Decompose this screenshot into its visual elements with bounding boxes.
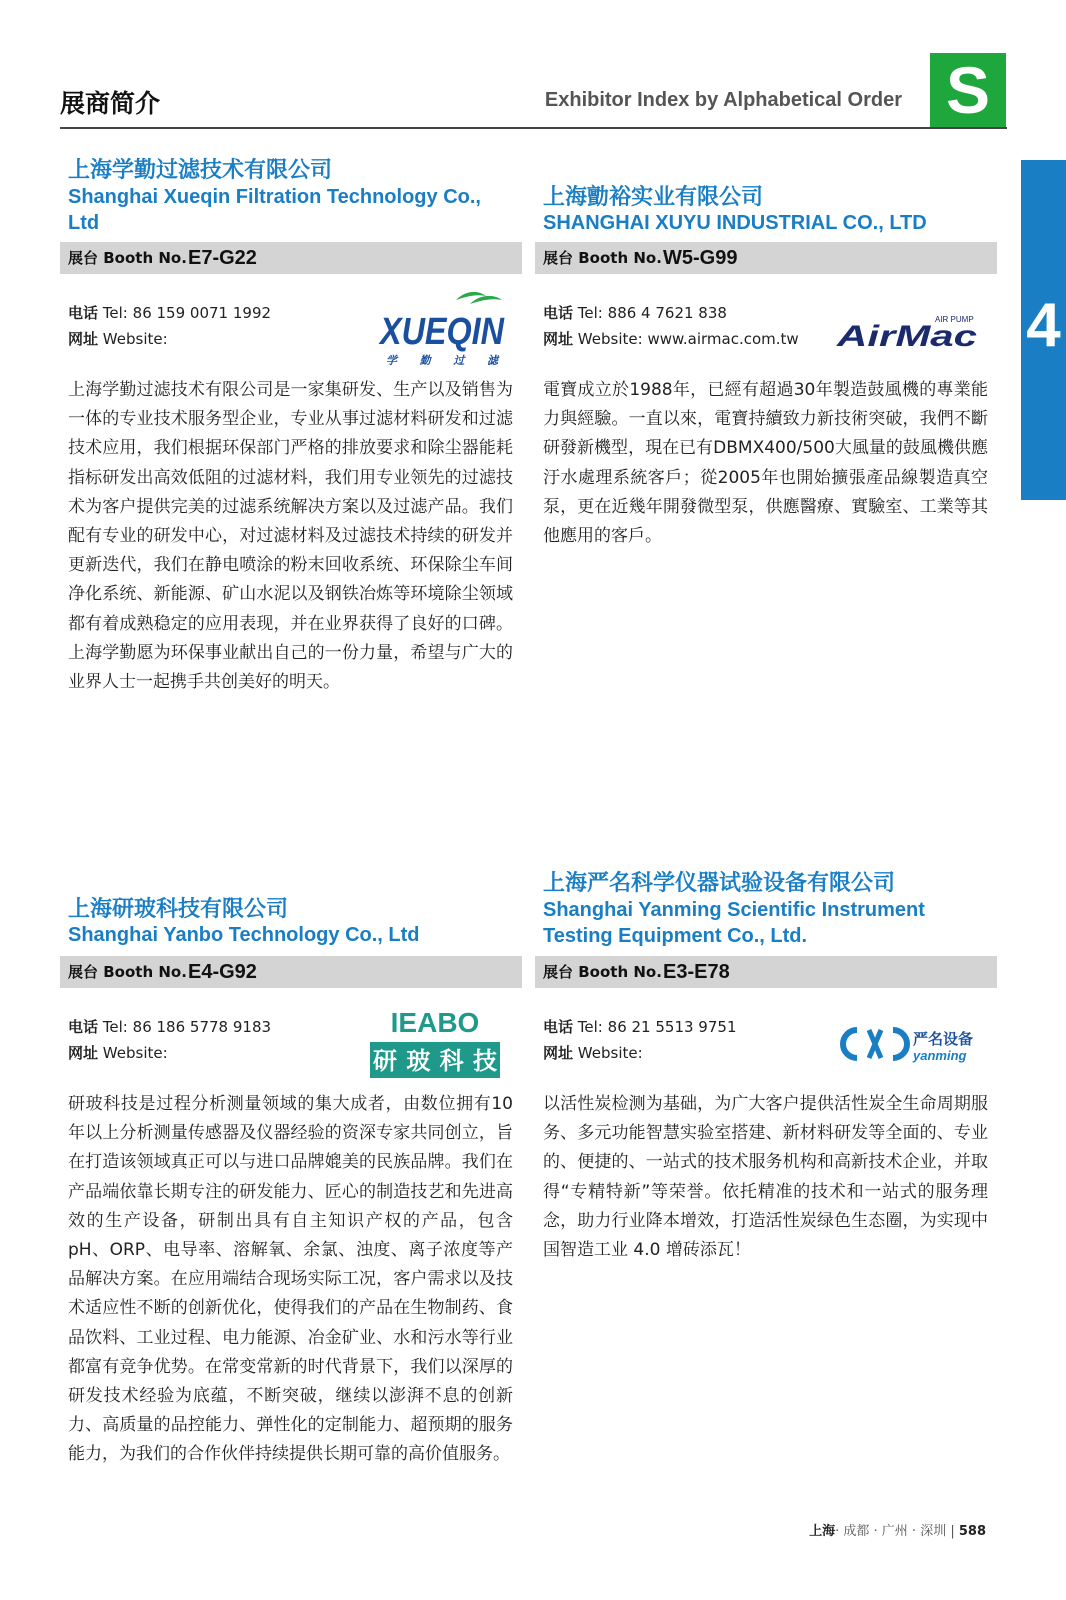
contact-block [68, 300, 271, 352]
footer-cities: · 成都 · 广州 · 深圳 [835, 1524, 947, 1539]
booth-number: W5-G99 [663, 247, 738, 269]
exhibitor-entry-xueqin [60, 150, 522, 730]
tel-line: 电话 Tel: 86 21 5513 9751 [543, 1018, 737, 1036]
company-name-en-line2: Ltd [68, 212, 100, 234]
booth-number: E3-E78 [663, 961, 730, 983]
booth-label: 展台 Booth No. [543, 963, 662, 981]
footer-city-main: 上海 [809, 1524, 836, 1539]
logo-subtext: 研玻科技 [373, 1047, 497, 1075]
company-description: 研玻科技是过程分析测量领域的集大成者，由数位拥有10年以上分析测量传感器及仪器经验的资深专家共同创立，旨在打造该领域真正可以与进口品牌媲美的民族品牌。我们在产品端依靠长期专注的研发能力、匠心的制造技艺和先进高效的生产设备，研制出具有自主知识产权的产品，包含pH、ORP、电导率、溶解氧、余氯、浊度、离子浓度等产品解决方案。在应用端结合现场实际工况，客户需求以及技术适应性不断的创新优化，使得我们的产品在生物制药、食品饮料、工业过程、电力能源、冶金矿业、水和污水等行业都富有竞争优势。在常变常新的时代背景下，我们以深厚的研发技术经验为底蕴，不断突破，继续以澎湃不息的创新力、高质量的品控能力、弹性化的定制能力、超预期的服务能力，为我们的合作伙伴持续提供长期可靠的高价值服务。 [68, 1094, 513, 1465]
booth-bar [60, 956, 522, 988]
logo-subtext: yanming [913, 1048, 967, 1063]
company-name-en-line2: Testing Equipment Co., Ltd. [543, 925, 808, 947]
company-name-en [68, 922, 420, 948]
website-line: 网址 Website: [68, 330, 168, 348]
contact-block [543, 300, 799, 352]
website-link[interactable]: www.airmac.com.tw [647, 330, 799, 348]
tel-line: 电话 Tel: 86 186 5778 9183 [68, 1018, 272, 1036]
page-footer: 上海· 成都 · 广州 · 深圳 | 588 [809, 1524, 986, 1539]
company-name-cn: 上海学勤过滤技术有限公司 [68, 158, 333, 183]
logo-subtext: AIR PUMP [935, 315, 974, 324]
website-line: 网址 Website: www.airmac.com.tw [543, 330, 799, 348]
company-name-en-line1: Shanghai Yanbo Technology Co., Ltd [68, 924, 420, 946]
logo-wordmark: IEABO [390, 1007, 480, 1038]
company-name-cn: 上海研玻科技有限公司 [68, 897, 289, 922]
logo-wordmark: XUEQIN [378, 311, 506, 353]
booth-label: 展台 Booth No. [543, 249, 662, 267]
company-name-en [543, 210, 927, 236]
website-line: 网址 Website: [68, 1044, 168, 1062]
contact-block [543, 1014, 736, 1066]
tel-value: 86 159 0071 1992 [132, 304, 272, 322]
tel-value: 86 186 5778 9183 [132, 1018, 272, 1036]
yanbo-logo [368, 1004, 502, 1080]
logo-wordmark: 严名设备 [913, 1030, 974, 1048]
xueqin-logo [378, 290, 508, 368]
booth-label: 展台 Booth No. [68, 249, 187, 267]
booth-bar [60, 242, 522, 274]
company-name-cn: 上海严名科学仪器试验设备有限公司 [543, 871, 896, 896]
exhibitor-entry-xuyu [535, 150, 997, 570]
company-name-en [543, 897, 925, 949]
company-name-en-line1: Shanghai Xueqin Filtration Technology Co., [68, 186, 481, 208]
booth-bar [535, 242, 997, 274]
booth-label: 展台 Booth No. [68, 963, 187, 981]
side-tab-label: 4 [1026, 291, 1061, 360]
exhibitor-entry-yanming [535, 864, 997, 1284]
booth-number: E4-G92 [188, 961, 257, 983]
contact-block [68, 1014, 271, 1066]
company-name-en-line1: SHANGHAI XUYU INDUSTRIAL CO., LTD [543, 212, 927, 234]
section-letter: S [930, 53, 1006, 128]
logo-subtext: 学 勤 过 滤 [386, 354, 498, 367]
airmac-logo [835, 310, 981, 353]
tel-value: 886 4 7621 838 [607, 304, 727, 322]
booth-bar [535, 956, 997, 988]
website-line: 网址 Website: [543, 1044, 643, 1062]
yanming-logo [835, 1024, 981, 1064]
side-tab [1021, 160, 1066, 500]
company-description: 以活性炭检测为基础，为广大客户提供活性炭全生命周期服务、多元功能智慧实验室搭建、新材料研发等全面的、专业的、便捷的、一站式的技术服务机构和高新技术企业，并取得“专精特新”等荣誉。依托精准的技术和一站式的服务理念，助力行业降本增效，打造活性炭绿色生态圈，为实现中国智造工业 4.0 增砖添瓦！ [543, 1094, 988, 1261]
exhibitor-entry-yanbo [60, 864, 522, 1504]
booth-number: E7-G22 [188, 247, 257, 269]
header-divider [60, 127, 1007, 129]
tel-line: 电话 Tel: 886 4 7621 838 [543, 304, 727, 322]
company-name-cn: 上海勯裕实业有限公司 [543, 185, 764, 210]
page-subtitle: Exhibitor Index by Alphabetical Order [544, 89, 902, 111]
company-name-en [68, 184, 481, 236]
page-title: 展商简介 [60, 89, 161, 118]
logo-wordmark: AirMac [835, 320, 978, 353]
tel-value: 86 21 5513 9751 [607, 1018, 737, 1036]
company-name-en-line1: Shanghai Yanming Scientific Instrument [543, 899, 925, 921]
tel-line: 电话 Tel: 86 159 0071 1992 [68, 304, 272, 322]
page-number: 588 [958, 1524, 986, 1539]
company-description: 上海学勤过滤技术有限公司是一家集研发、生产以及销售为一体的专业技术服务型企业，专业从事过滤材料研发和过滤技术应用，我们根据环保部门严格的排放要求和除尘器能耗指标研发出高效低阻的过滤材料，我们用专业领先的过滤技术为客户提供完美的过滤系统解决方案以及过滤产品。我们配有专业的研发中心，对过滤材料及过滤技术持续的研发并更新迭代，我们在静电喷涂的粉末回收系统、环保除尘车间净化系统、新能源、矿山水泥以及钢铁冶炼等环境除尘领域都有着成熟稳定的应用表现，并在业界获得了良好的口碑。上海学勤愿为环保事业献出自己的一份力量，希望与广大的业界人士一起携手共创美好的明天。 [68, 380, 513, 693]
company-description: 電寶成立於1988年，已經有超過30年製造鼓風機的專業能力與經驗。一直以來，電寶持續致力新技術突破，我們不斷研發新機型，現在已有DBMX400/500大風量的鼓風機供應汙水處理系統客戶；從2005年也開始擴張產品線製造真空泵，更在近幾年開發微型泵，供應醫療、實驗室、工業等其他應用的客戶。 [543, 380, 988, 547]
